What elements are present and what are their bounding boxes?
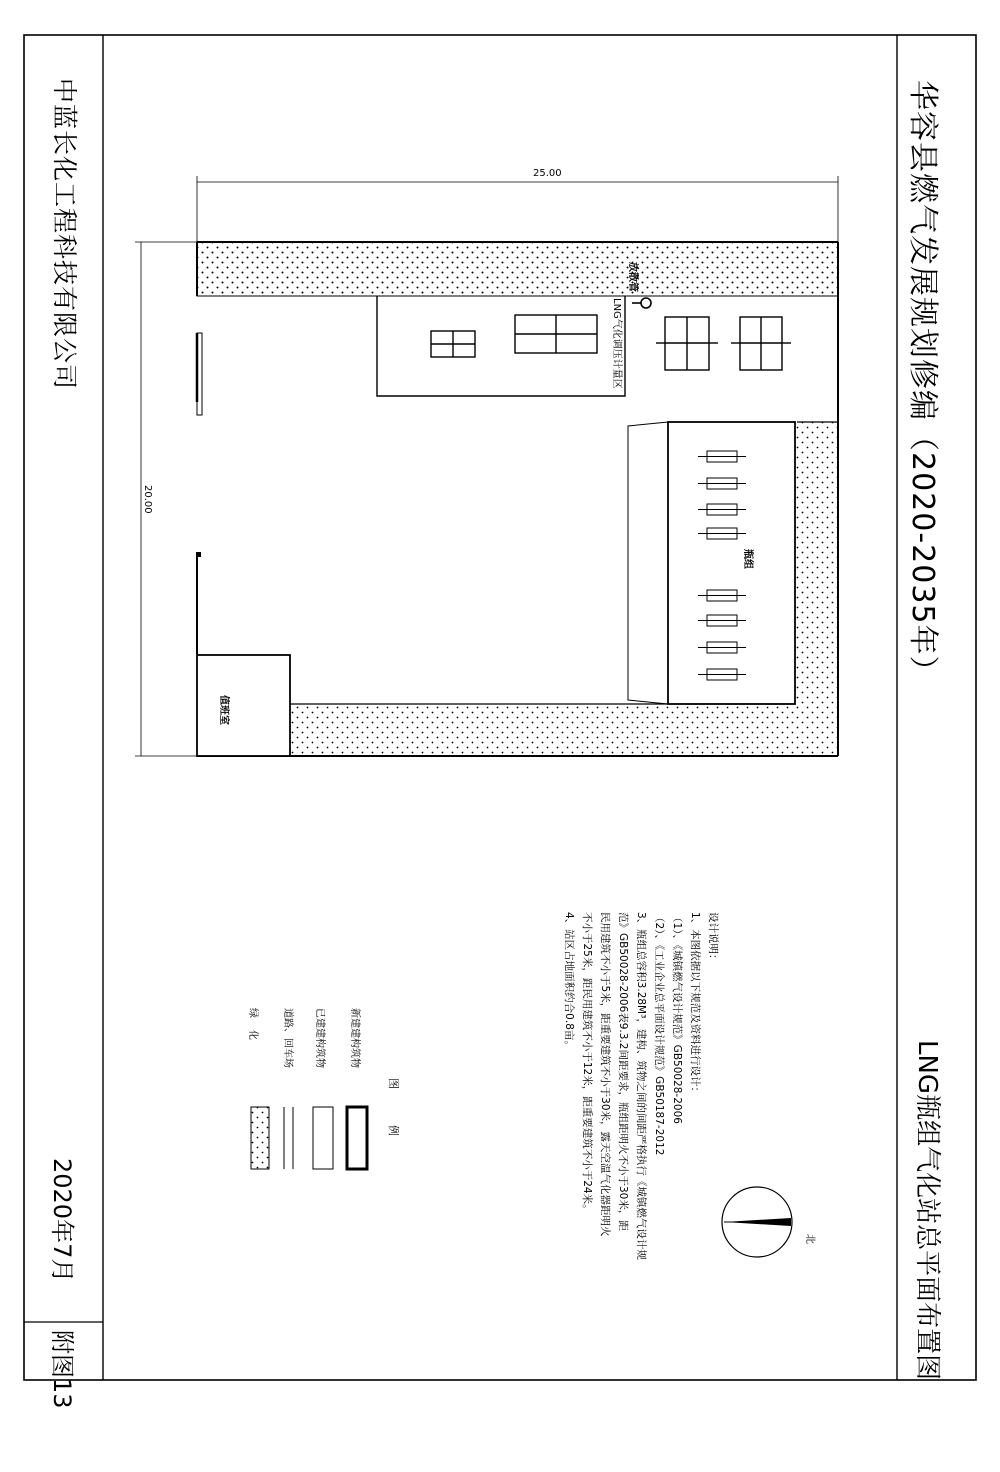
legend-title: 图例 xyxy=(387,1078,400,1172)
bottle-group-label: 瓶组 xyxy=(742,549,753,569)
note-line: 不小于25米，距民用建筑不小于12米，距重要建筑不小于24米。 xyxy=(581,912,593,1215)
vent-pipe-label: 放散管 xyxy=(627,262,638,292)
project-title: 华容县燃气发展规划修编（2020-2035年） xyxy=(905,80,940,687)
bottle-group-area xyxy=(628,422,795,704)
green-belt xyxy=(197,242,838,756)
note-line: 1、本图依据以下规范及资料进行设计： xyxy=(689,912,701,1098)
lng-zone-label: LNG气化调压计量区 xyxy=(611,298,622,389)
note-line: （2）、《工业企业总平面设计规范》GB50187-2012 xyxy=(653,912,665,1156)
legend-label-green: 绿化 xyxy=(247,1008,258,1052)
north-label: 北 xyxy=(804,1234,815,1244)
legend-label-existing: 已建建构筑物 xyxy=(314,1008,325,1068)
note-line: （1）、《城镇燃气设计规范》GB50028-2006 xyxy=(671,912,683,1124)
design-notes xyxy=(560,912,722,1472)
legend-label-road: 道路、回车场 xyxy=(282,1008,293,1068)
legend-road xyxy=(284,1107,293,1169)
legend-existing-building xyxy=(313,1107,333,1169)
site-boundary xyxy=(197,242,838,756)
green-belt-top xyxy=(197,242,838,296)
legend-green xyxy=(251,1107,269,1169)
figure-number: 附图13 xyxy=(48,1330,76,1409)
note-line: 4、站区占地面积约合0.8亩。 xyxy=(563,912,575,1051)
legend-label-new: 新建建构筑物 xyxy=(349,1008,360,1068)
drawing-title: LNG瓶组气化站总平面布置图 xyxy=(912,1040,942,1381)
lng-zone xyxy=(377,296,625,396)
dimension-height-label: 20.00 xyxy=(142,485,153,514)
company-name: 中蓝长化工程科技有限公司 xyxy=(50,78,79,391)
note-line: 3、瓶组总容积3.28M³，建构、筑物之间的间距严格执行《城镇燃气设计规 xyxy=(635,912,647,1260)
dimension-width-label: 25.00 xyxy=(533,168,562,179)
duty-room xyxy=(197,655,290,756)
note-line: 范》GB50028-2006表9.3.2间距要求，瓶组距明火不小于30米，距 xyxy=(617,912,629,1231)
note-line: 民用建筑不小于5米，距重要建筑不小于30米，露天空温气化器距明火 xyxy=(599,912,611,1237)
legend-symbols xyxy=(251,1107,367,1169)
site-plan xyxy=(135,176,838,756)
bottle-cylinders xyxy=(698,451,746,680)
duty-room-label: 值班室 xyxy=(218,695,229,725)
notes-heading: 设计说明： xyxy=(707,912,719,965)
legend-new-building xyxy=(347,1107,367,1169)
north-arrow xyxy=(722,1187,792,1257)
drawing-date: 2020年7月 xyxy=(48,1158,76,1283)
vent-pipe-symbol xyxy=(641,298,651,308)
